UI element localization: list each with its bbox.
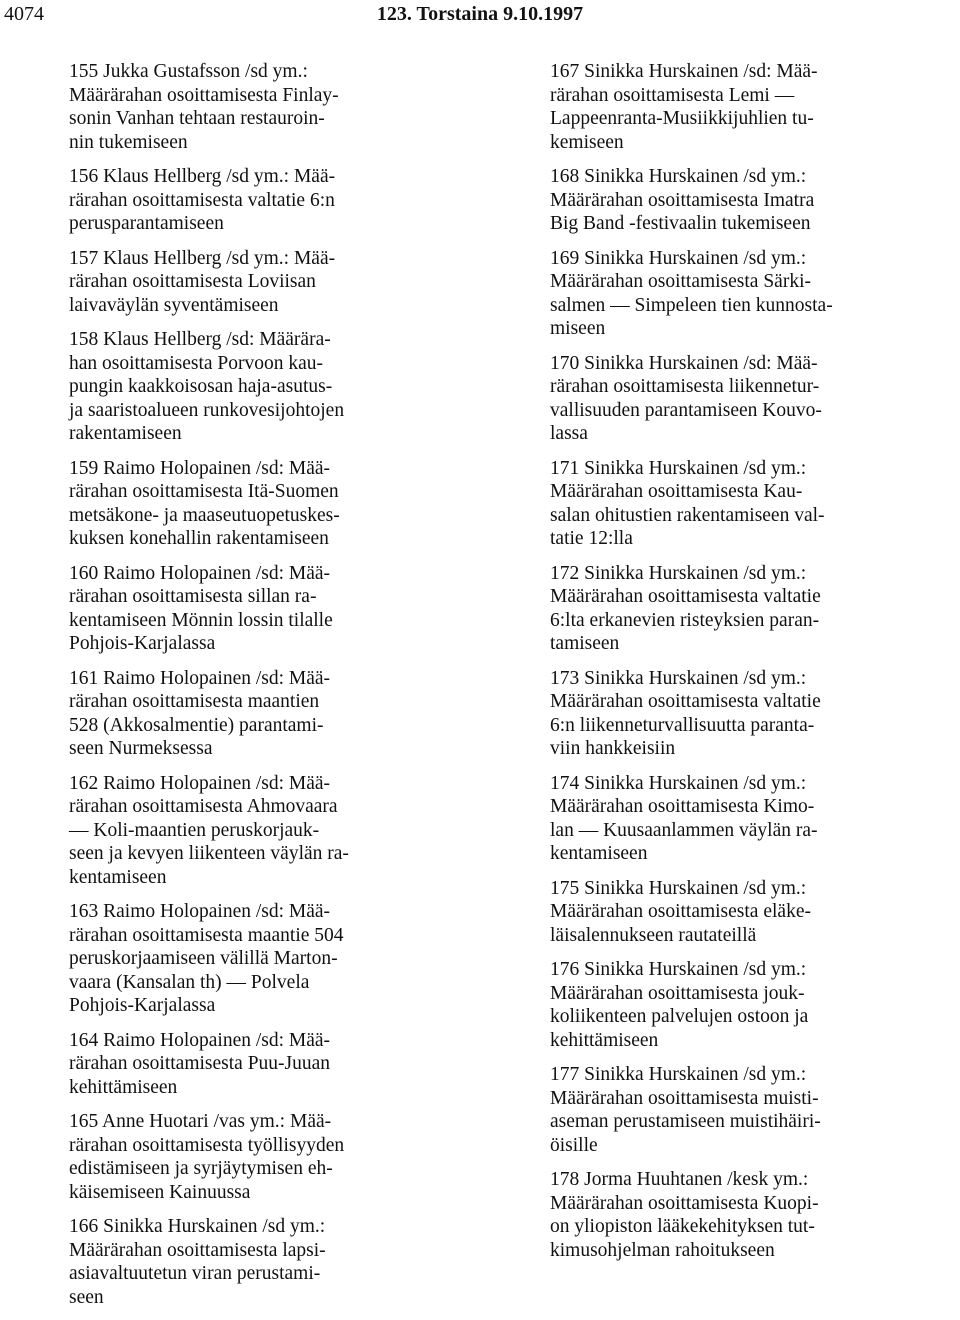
entry-line: kuksen konehallin rakentamiseen xyxy=(69,528,329,549)
entry-line: nin tukemiseen xyxy=(69,131,188,153)
entry-line: Määrärahan osoittamisesta valtatie xyxy=(550,691,821,712)
entry-line: miseen xyxy=(550,318,606,339)
entry-line: asiavaltuutetun viran perustami- xyxy=(69,1263,321,1284)
entry-line: Big Band -festivaalin tukemiseen xyxy=(550,213,811,234)
entry-line: koliikenteen palvelujen ostoon ja xyxy=(550,1006,809,1027)
motion-entry xyxy=(69,457,399,551)
entry-line: Määrärahan osoittamisesta Kimo- xyxy=(550,796,815,817)
entry-line: käisemiseen Kainuussa xyxy=(69,1181,251,1203)
entry-line: läisalennukseen rautateillä xyxy=(550,924,757,946)
entry-line: kentamiseen Mönnin lossin tilalle xyxy=(69,609,333,631)
entry-line: 6:n liikenneturvallisuutta paranta- xyxy=(550,714,815,736)
entry-line: 164 Raimo Holopainen /sd: Mää- xyxy=(69,1029,331,1051)
entry-line: rärahan osoittamisesta liikennetur- xyxy=(550,376,820,397)
entry-line: Määrärahan osoittamisesta eläke- xyxy=(550,901,811,922)
motion-entry xyxy=(550,165,880,236)
entry-line: tamiseen xyxy=(550,633,620,654)
entry-line: 174 Sinikka Hurskainen /sd ym.: xyxy=(550,772,807,794)
entry-line: 156 Klaus Hellberg /sd ym.: Mää- xyxy=(69,166,336,187)
entry-line: Määrärahan osoittamisesta Finlay- xyxy=(69,84,339,106)
entry-line: Määrärahan osoittamisesta Kau- xyxy=(550,481,803,502)
entry-line: peruskorjaamiseen välillä Marton- xyxy=(69,948,338,969)
entry-line: rärahan osoittamisesta työllisyyden xyxy=(69,1134,345,1156)
entry-line: 177 Sinikka Hurskainen /sd ym.: xyxy=(550,1064,807,1085)
page-number: 4074 xyxy=(4,3,44,25)
entry-line: rakentamiseen xyxy=(69,423,182,444)
entry-line: rärahan osoittamisesta Ahmovaara xyxy=(69,796,338,817)
entry-line: rärahan osoittamisesta valtatie 6:n xyxy=(69,189,335,211)
motion-entry xyxy=(69,328,399,446)
entry-line: Pohjois-Karjalassa xyxy=(69,995,216,1016)
entry-line: 155 Jukka Gustafsson /sd ym.: xyxy=(69,61,308,82)
entry-line: 159 Raimo Holopainen /sd: Mää- xyxy=(69,457,331,479)
motion-entry xyxy=(550,958,880,1052)
entry-line: on yliopiston lääkekehityksen tut- xyxy=(550,1216,815,1237)
right-column xyxy=(550,60,880,1273)
entry-line: Määrärahan osoittamisesta jouk- xyxy=(550,982,805,1004)
entry-line: 528 (Akkosalmentie) parantami- xyxy=(69,714,324,736)
entry-line: rärahan osoittamisesta Loviisan xyxy=(69,271,316,292)
motion-entry xyxy=(550,247,880,341)
entry-line: vaara (Kansalan th) — Polvela xyxy=(69,971,310,993)
entry-line: 175 Sinikka Hurskainen /sd ym.: xyxy=(550,877,807,899)
entry-line: metsäkone- ja maaseutuopetuskes- xyxy=(69,504,340,526)
entry-line: Määrärahan osoittamisesta Imatra xyxy=(550,189,815,211)
motion-entry xyxy=(550,667,880,761)
entry-line: 171 Sinikka Hurskainen /sd ym.: xyxy=(550,457,807,479)
entry-line: han osoittamisesta Porvoon kau- xyxy=(69,352,324,374)
entry-line: lan — Kuusaanlammen väylän ra- xyxy=(550,819,818,841)
entry-line: Määrärahan osoittamisesta valtatie xyxy=(550,586,821,607)
entry-line: salan ohitustien rakentamiseen val- xyxy=(550,504,825,526)
entry-line: 162 Raimo Holopainen /sd: Mää- xyxy=(69,772,331,794)
entry-line: aseman perustamiseen muistihäiri- xyxy=(550,1111,821,1132)
entry-line: viin hankkeisiin xyxy=(550,738,676,759)
entry-line: sonin Vanhan tehtaan restauroin- xyxy=(69,108,325,129)
motion-entry xyxy=(69,900,399,1018)
motion-entry xyxy=(69,165,399,236)
motion-entry xyxy=(69,1215,399,1309)
entry-line: ja saaristoalueen runkovesijohtojen xyxy=(69,399,345,421)
entry-line: 160 Raimo Holopainen /sd: Mää- xyxy=(69,562,331,584)
entry-line: seen ja kevyen liikenteen väylän ra- xyxy=(69,843,349,864)
motion-entry xyxy=(69,247,399,318)
motion-entry xyxy=(69,1029,399,1100)
motion-entry xyxy=(550,1063,880,1157)
entry-line: kentamiseen xyxy=(69,866,167,888)
motion-entry xyxy=(550,352,880,446)
motion-entry xyxy=(69,772,399,890)
entry-line: edistämiseen ja syrjäytymisen eh- xyxy=(69,1158,333,1179)
entry-line: rärahan osoittamisesta Lemi — xyxy=(550,84,795,106)
motion-entry xyxy=(69,60,399,154)
entry-line: Lappeenranta-Musiikkijuhlien tu- xyxy=(550,108,814,129)
entry-line: Määrärahan osoittamisesta Särki- xyxy=(550,271,811,292)
entry-line: kehittämiseen xyxy=(69,1076,178,1098)
entry-line: Määrärahan osoittamisesta muisti- xyxy=(550,1087,819,1109)
entry-line: 6:lta erkanevien risteyksien paran- xyxy=(550,609,820,631)
motion-entry xyxy=(69,1110,399,1204)
entry-line: rärahan osoittamisesta Itä-Suomen xyxy=(69,481,339,502)
entry-line: 176 Sinikka Hurskainen /sd ym.: xyxy=(550,959,807,980)
entry-line: rärahan osoittamisesta maantien xyxy=(69,691,320,712)
entry-line: 167 Sinikka Hurskainen /sd: Mää- xyxy=(550,61,818,82)
entry-line: Määrärahan osoittamisesta lapsi- xyxy=(69,1239,326,1261)
entry-line: 161 Raimo Holopainen /sd: Mää- xyxy=(69,667,331,689)
entry-line: 166 Sinikka Hurskainen /sd ym.: xyxy=(69,1216,326,1237)
motion-entry xyxy=(550,772,880,866)
motion-entry xyxy=(69,562,399,656)
motion-entry xyxy=(550,457,880,551)
entry-line: 163 Raimo Holopainen /sd: Mää- xyxy=(69,901,331,922)
motion-entry xyxy=(550,562,880,656)
running-head: 123. Torstaina 9.10.1997 xyxy=(376,3,584,25)
entry-line: 165 Anne Huotari /vas ym.: Mää- xyxy=(69,1111,332,1132)
entry-line: 173 Sinikka Hurskainen /sd ym.: xyxy=(550,667,807,689)
motion-entry xyxy=(550,877,880,948)
motion-entry xyxy=(550,60,880,154)
entry-line: kimusohjelman rahoitukseen xyxy=(550,1239,775,1261)
entry-line: perusparantamiseen xyxy=(69,213,224,234)
entry-line: pungin kaakkoisosan haja-asutus- xyxy=(69,376,333,397)
entry-line: kemiseen xyxy=(550,131,624,153)
entry-line: — Koli-maantien peruskorjauk- xyxy=(69,819,320,841)
entry-line: 168 Sinikka Hurskainen /sd ym.: xyxy=(550,166,807,187)
entry-line: 170 Sinikka Hurskainen /sd: Mää- xyxy=(550,352,818,374)
entry-line: laivaväylän syventämiseen xyxy=(69,294,279,316)
entry-line: kentamiseen xyxy=(550,843,648,864)
entry-line: öisille xyxy=(550,1134,598,1156)
entry-line: 178 Jorma Huuhtanen /kesk ym.: xyxy=(550,1169,809,1190)
entry-line: tatie 12:lla xyxy=(550,528,633,549)
entry-line: 172 Sinikka Hurskainen /sd ym.: xyxy=(550,562,807,584)
left-column xyxy=(69,60,399,1320)
entry-line: seen Nurmeksessa xyxy=(69,738,213,759)
entry-line: rärahan osoittamisesta sillan ra- xyxy=(69,586,317,607)
entry-line: seen xyxy=(69,1286,104,1308)
entry-line: vallisuuden parantamiseen Kouvo- xyxy=(550,399,822,421)
entry-line: 157 Klaus Hellberg /sd ym.: Mää- xyxy=(69,247,336,269)
entry-line: lassa xyxy=(550,423,588,444)
entry-line: rärahan osoittamisesta maantie 504 xyxy=(69,924,344,946)
entry-line: salmen — Simpeleen tien kunnosta- xyxy=(550,294,833,316)
entry-line: 158 Klaus Hellberg /sd: Määrära- xyxy=(69,329,331,350)
entry-line: rärahan osoittamisesta Puu-Juuan xyxy=(69,1053,331,1074)
motion-entry xyxy=(550,1168,880,1262)
entry-line: kehittämiseen xyxy=(550,1029,659,1051)
motion-entry xyxy=(69,667,399,761)
entry-line: Määrärahan osoittamisesta Kuopi- xyxy=(550,1192,819,1214)
entry-line: Pohjois-Karjalassa xyxy=(69,633,216,654)
entry-line: 169 Sinikka Hurskainen /sd ym.: xyxy=(550,247,807,269)
